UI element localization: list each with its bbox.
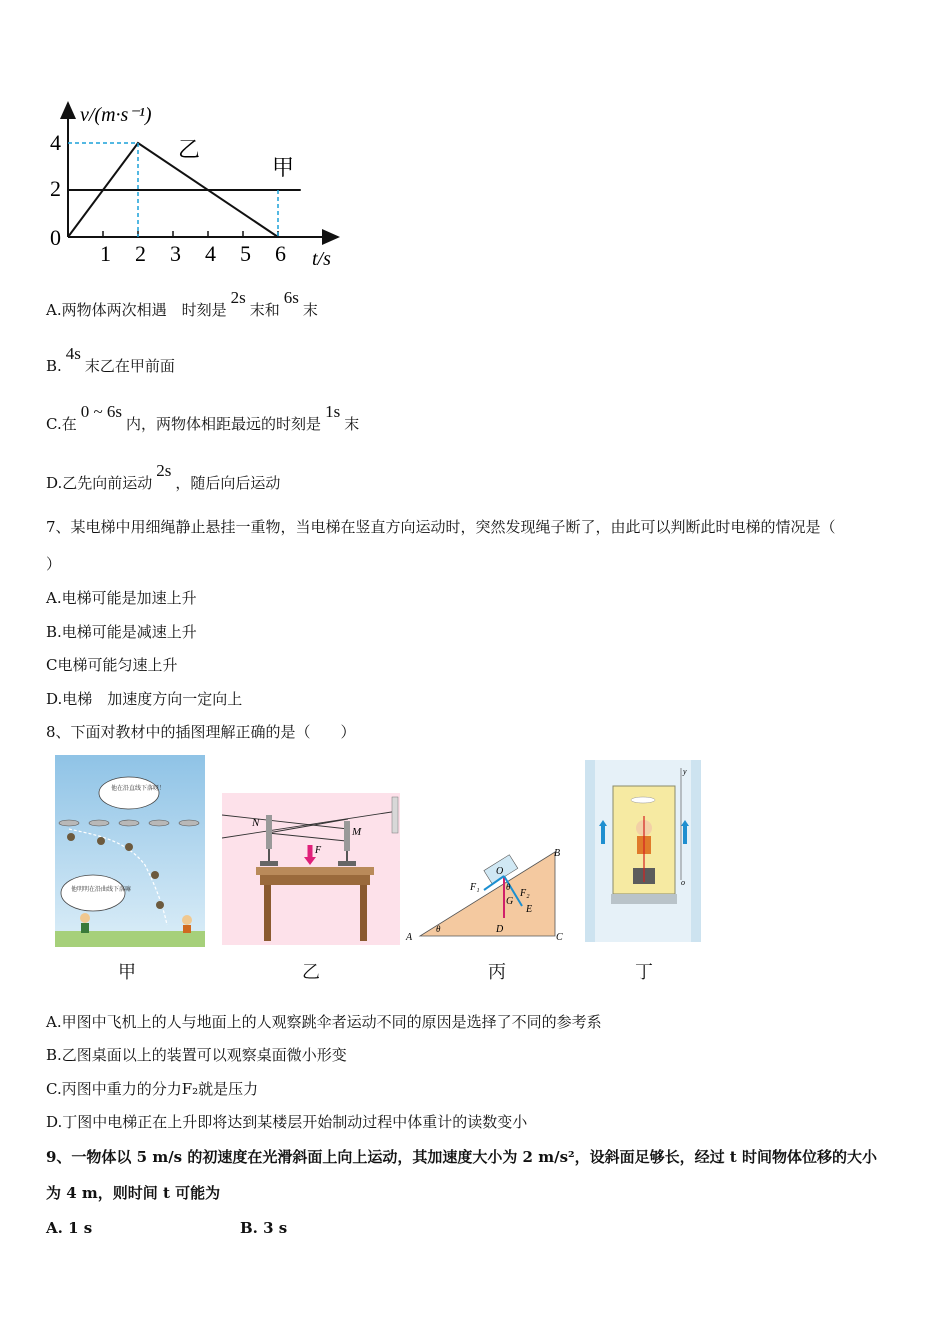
label-e: E: [526, 904, 533, 915]
label-d: D: [496, 924, 504, 935]
math-value: 2s: [156, 461, 172, 480]
q9-stem-cont: 为 4 m，则时间 t 可能为: [46, 1184, 221, 1202]
figure-jia-skydiver: [55, 755, 205, 947]
math-value: 1s: [325, 402, 341, 421]
option-text: B.: [46, 357, 62, 375]
label-f: F: [315, 845, 322, 856]
option-text: D.乙先向前运动: [46, 474, 153, 492]
option-text: 末: [302, 301, 318, 319]
label-c: C: [556, 932, 563, 943]
label-g: G: [506, 896, 514, 907]
bubble-text-1: 他在沿直线下落呀！: [111, 786, 166, 792]
label-f2: F₂: [520, 888, 530, 899]
caption-yi: 乙: [302, 962, 320, 983]
math-value: 0 ~ 6s: [80, 402, 123, 421]
label-y: y: [683, 767, 687, 776]
math-value: 2s: [230, 288, 246, 307]
series-label-yi: 乙: [178, 137, 201, 162]
figure-bing-incline: [400, 840, 575, 945]
caption-jia: 甲: [118, 962, 136, 983]
q9-stem: 9、一物体以 5 m/s 的初速度在光滑斜面上向上运动，其加速度大小为 2 m/s²，设斜面足够长，经过 t 时间物体位移的大小: [46, 1148, 877, 1166]
q6-option-d[interactable]: [46, 461, 281, 493]
y-tick-0: 0: [50, 225, 61, 250]
label-b: B: [554, 848, 561, 859]
q6-option-b[interactable]: [46, 344, 175, 376]
caption-bing: 丙: [488, 962, 506, 983]
y-tick-4: 4: [50, 130, 61, 155]
math-value: 4s: [65, 344, 81, 363]
label-theta-base: θ: [436, 924, 441, 934]
y-axis-label: v/(m·s⁻¹): [80, 104, 152, 126]
label-a: A: [406, 932, 413, 943]
q7-option-d[interactable]: D.电梯 加速度方向一定向上: [46, 690, 243, 708]
q8-option-d[interactable]: D.丁图中电梯正在上升即将达到某楼层开始制动过程中体重计的读数变小: [46, 1113, 528, 1131]
label-n: N: [252, 817, 260, 829]
x-tick-5: 5: [240, 241, 251, 266]
q8-stem: 8、下面对教材中的插图理解正确的是（ ）: [46, 723, 356, 741]
x-tick-2: 2: [135, 241, 146, 266]
option-text: A.两物体两次相遇 时刻是: [46, 301, 227, 319]
caption-ding: 丁: [635, 962, 653, 983]
figure-yi-microdeformation: [222, 793, 400, 945]
option-text: C.在: [46, 415, 77, 433]
option-text: 末乙在甲前面: [84, 357, 175, 375]
q7-option-a[interactable]: A.电梯可能是加速上升: [46, 589, 197, 607]
q9-option-a[interactable]: A. 1 s: [46, 1219, 93, 1237]
x-tick-3: 3: [170, 241, 181, 266]
q7-stem-cont: ）: [46, 555, 62, 573]
velocity-time-graph: [40, 95, 350, 275]
y-tick-2: 2: [50, 176, 61, 201]
math-value: 6s: [283, 288, 299, 307]
q6-option-a[interactable]: [46, 288, 318, 320]
option-text: 内，两物体相距最远的时刻是: [126, 415, 322, 433]
option-text: ，随后向后运动: [175, 474, 281, 492]
label-theta-top: θ: [506, 882, 511, 892]
label-o: O: [496, 866, 504, 877]
bubble-text-2: 他明明在沿曲线下落嘛: [71, 887, 132, 893]
figure-ding-elevator: [585, 760, 701, 942]
option-text: 末和: [249, 301, 280, 319]
q6-option-c[interactable]: [46, 402, 360, 434]
q8-option-b[interactable]: B.乙图桌面以上的装置可以观察桌面微小形变: [46, 1046, 347, 1064]
q8-option-a[interactable]: A.甲图中飞机上的人与地面上的人观察跳伞者运动不同的原因是选择了不同的参考系: [46, 1013, 602, 1031]
q7-stem: 7、某电梯中用细绳静止悬挂一重物，当电梯在竖直方向运动时，突然发现绳子断了，由此可以判断此时电梯的情况是（: [46, 518, 836, 536]
x-tick-4: 4: [205, 241, 216, 266]
x-tick-1: 1: [100, 241, 111, 266]
q7-option-c[interactable]: C电梯可能匀速上升: [46, 656, 178, 674]
series-label-jia: 甲: [272, 155, 295, 180]
q9-option-b[interactable]: B. 3 s: [240, 1219, 288, 1237]
label-m: M: [352, 826, 362, 838]
x-tick-6: 6: [275, 241, 286, 266]
q8-option-c[interactable]: C.丙图中重力的分力F₂就是压力: [46, 1080, 259, 1098]
option-text: 末: [344, 415, 360, 433]
label-f1: F₁: [470, 882, 480, 893]
x-axis-label: t/s: [312, 248, 331, 270]
q7-option-b[interactable]: B.电梯可能是减速上升: [46, 623, 197, 641]
label-o: o: [681, 878, 685, 887]
